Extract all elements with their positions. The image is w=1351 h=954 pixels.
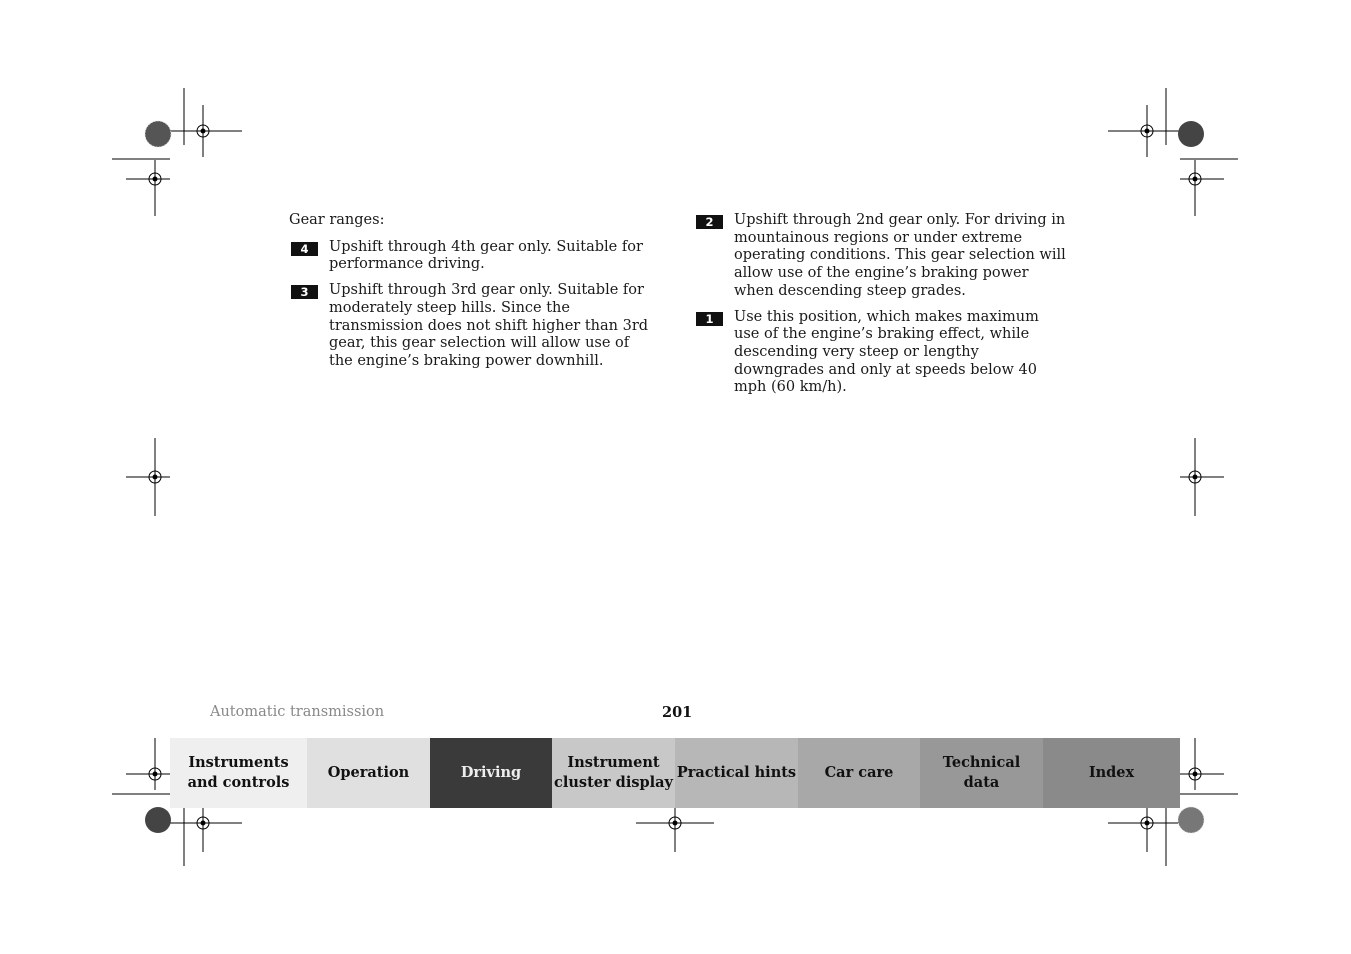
gear-badge-3: 3 <box>291 285 318 299</box>
section-title: Automatic transmission <box>210 704 385 720</box>
gear-badge-2: 2 <box>696 215 723 229</box>
gear-text-3: Upshift through 3rd gear only. Suitable for moderately steep hills. Since the transmission does not shift higher than 3rd gear, this gear selection will allow use of the engine’s braking power downhill. <box>329 282 649 369</box>
tab-technical-data[interactable]: Technical data <box>920 738 1043 808</box>
gear-text-1: Use this position, which makes maximum use of the engine’s braking effect, while descending very steep or lengthy downgrades and only at speeds below 40 mph (60 km/h). <box>734 308 1039 396</box>
gear-text-2: Upshift through 2nd gear only. For driving in mountainous regions or under extreme operating conditions. This gear selection will allow use of the engine’s braking power when descending steep grades. <box>734 212 1066 299</box>
tab-driving[interactable]: Driving <box>430 738 552 808</box>
gear-item-3 <box>289 282 649 371</box>
page-number: 201 <box>662 704 693 721</box>
gear-badge-1: 1 <box>696 312 723 326</box>
tab-practical-hints[interactable]: Practical hints <box>675 738 798 808</box>
gear-item-4 <box>289 239 649 274</box>
gear-text-4: Upshift through 4th gear only. Suitable for performance driving. <box>329 238 643 273</box>
tab-instrument-cluster-display[interactable]: Instrument cluster display <box>552 738 675 808</box>
right-column <box>696 212 1066 405</box>
tab-operation[interactable]: Operation <box>307 738 430 808</box>
left-column <box>289 212 649 379</box>
gear-badge-4: 4 <box>291 242 318 256</box>
gear-ranges-heading: Gear ranges: <box>289 212 385 228</box>
chapter-nav <box>170 738 1180 808</box>
gear-item-2 <box>696 212 1066 301</box>
tab-index[interactable]: Index <box>1043 738 1180 808</box>
tab-car-care[interactable]: Car care <box>798 738 920 808</box>
gear-item-1 <box>696 309 1066 398</box>
tab-instruments-and-controls[interactable]: Instruments and controls <box>170 738 307 808</box>
